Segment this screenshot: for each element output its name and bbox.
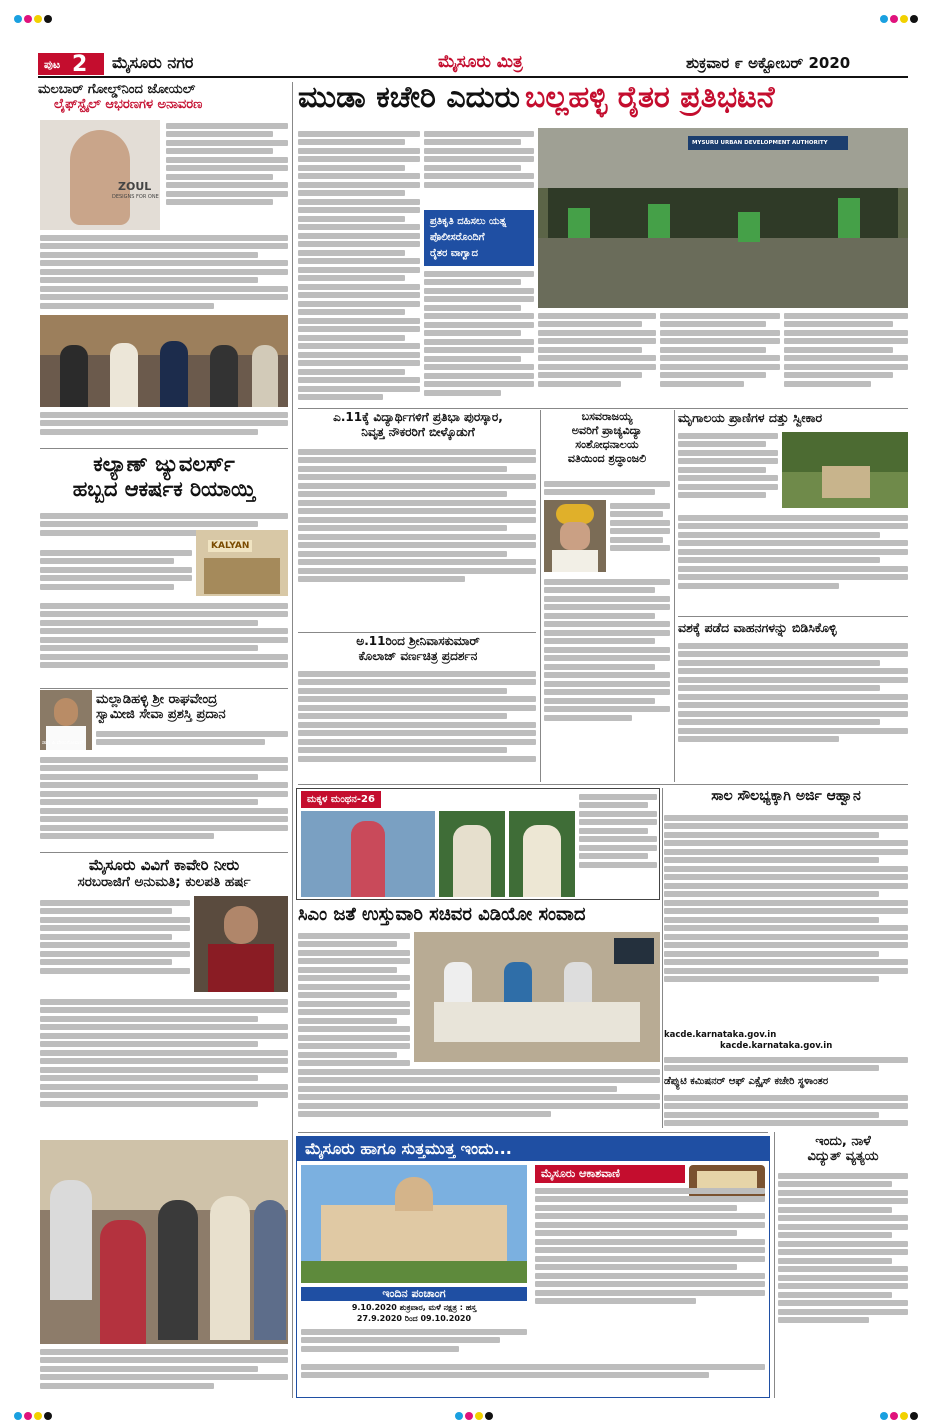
panchanga-body (301, 1326, 527, 1354)
manthana-tag: ಮಕ್ಕಳ ಮಂಥನ-26 (301, 791, 381, 808)
loan-body-2 (664, 1054, 908, 1074)
protest-subhead-box (424, 210, 534, 266)
registration-marks-bottom-left (14, 1405, 54, 1424)
uni-headline-2: ಸರಬರಾಜಿಗೆ ಅನುಮತಿ; ಕುಲಪತಿ ಹರ್ಷ (77, 874, 251, 890)
malladi-body-2 (40, 754, 288, 842)
protest-subhead-2: ಪೊಲೀಸರೊಂದಿಗೆ (430, 232, 485, 243)
page-number: 2 (72, 52, 88, 77)
malabar-headline-2: ಲೈಫ್‌ಸ್ಟೈಲ್ ಆಭರಣಗಳ ಅನಾವರಣ (54, 97, 203, 112)
green-scarf-2 (648, 204, 670, 238)
panchanga-title: ಇಂದಿನ ಪಂಚಾಂಗ (301, 1287, 527, 1301)
sslc-body (298, 446, 536, 585)
zoo-headline: ಮೃಗಾಲಯ ಪ್ರಾಣಿಗಳ ದತ್ತು ಸ್ವೀಕಾರ (678, 410, 823, 425)
uni-body-top (40, 897, 190, 976)
manthana-elder-photo-1 (439, 811, 505, 897)
manthana-child-photo (301, 811, 435, 897)
manthana-box (296, 788, 660, 900)
malabar-ad-photo (40, 120, 160, 230)
divider (40, 448, 288, 449)
power-headline-2: ವಿದ್ಯುತ್ ವ್ಯತ್ಯಯ (807, 1149, 879, 1164)
zoo-photo (782, 432, 908, 508)
uni-headline-1: ಮೈಸೂರು ವಿವಿಗೆ ಕಾವೇರಿ ನೀರು (88, 856, 240, 874)
vc-body (208, 944, 274, 992)
attendee-3 (564, 962, 592, 1002)
issue-date: ಶುಕ್ರವಾರ ೯ ಅಕ್ಟೋಬರ್ 2020 (686, 54, 851, 72)
person-a (50, 1180, 92, 1300)
attendee-1 (444, 962, 472, 1002)
manthana-body (579, 791, 657, 870)
person-b (100, 1220, 146, 1344)
vehicle-article (678, 620, 908, 636)
srinivas-body (298, 668, 536, 764)
divider (298, 632, 536, 633)
green-scarf-4 (838, 198, 860, 238)
today-banner: ಮೈಸೂರು ಹಾಗೂ ಸುತ್ತಮುತ್ತ ಇಂದು... (297, 1137, 769, 1161)
divider (678, 616, 908, 617)
kalyan-article (40, 452, 288, 502)
protest-col-5 (784, 310, 908, 389)
divider (298, 784, 908, 785)
registration-marks-top-left (14, 8, 54, 27)
store-sign: KALYAN (208, 540, 252, 552)
muda-banner: MYSURU URBAN DEVELOPMENT AUTHORITY (688, 136, 848, 150)
sslc-headline-1: ಎ.11ಕ್ಕೆ ವಿದ್ಯಾರ್ಥಿಗಳಿಗೆ ಪ್ರತಿಭಾ ಪುರಸ್ಕಾರ, (333, 410, 503, 424)
srinivas-headline-2: ಕೊಲಾಜ್ ವರ್ಣಚಿತ್ರ ಪ್ರದರ್ಶನ (358, 649, 478, 663)
person-e (254, 1200, 286, 1340)
person-2 (110, 343, 138, 407)
today-box (296, 1136, 770, 1398)
column-rule (662, 788, 663, 1128)
person-4 (210, 345, 238, 407)
child (351, 821, 385, 897)
malladi-photo-caption: ಡಾ|| ಪಿ.ವೇಣುಗೋಪಾಲ್ (42, 740, 85, 746)
power-body (778, 1170, 908, 1326)
masthead (38, 50, 908, 78)
kalyan-body (40, 600, 288, 671)
palace-photo (301, 1165, 527, 1283)
kalyan-headline-2: ಹಬ್ಬದ ಆಕರ್ಷಕ ರಿಯಾಯ್ತಿ (72, 477, 256, 501)
loan-headline: ಸಾಲ ಸೌಲಭ್ಯಕ್ಕಾಗಿ ಅರ್ಜಿ ಆಹ್ವಾನ (711, 788, 861, 804)
portrait-head (54, 698, 78, 726)
basavaraj-portrait (544, 500, 606, 572)
paper-name: ಮೈಸೂರು ಮಿತ್ರ (438, 52, 523, 72)
protest-col-3 (538, 310, 656, 389)
protest-subhead-3: ರೈತರ ವಾಗ್ವಾದ (430, 248, 478, 259)
lawn (301, 1261, 527, 1283)
section-name: ಮೈಸೂರು ನಗರ (112, 53, 194, 72)
panchanga-line-2: 27.9.2020 ರಿಂದ 09.10.2020 (356, 1314, 472, 1323)
malladi-portrait (40, 690, 92, 750)
radio-body (535, 1185, 765, 1307)
gate (822, 466, 870, 498)
crowd-row-2 (538, 238, 908, 308)
ad-brand: ZOUL (118, 180, 152, 193)
cm-meeting-photo (414, 932, 660, 1062)
vc-head (224, 906, 258, 944)
divider (40, 688, 288, 689)
screen (614, 938, 654, 964)
panchanga-line-1: 9.10.2020 ಶುಕ್ರವಾರ, ಮಳೆ ನಕ್ಷತ್ರ : ಹಸ್ತ (351, 1303, 477, 1312)
malabar-event-photo (40, 315, 288, 407)
uni-article (40, 856, 288, 890)
main-headline-black: ಮುಡಾ ಕಚೇರಿ ಎದುರು (298, 80, 520, 115)
person-3 (160, 341, 188, 407)
main-headline-red: ಬಲ್ಲಹಳ್ಳಿ ರೈತರ ಪ್ರತಿಭಟನೆ (525, 80, 775, 115)
excise-article (664, 1076, 908, 1087)
basavaraj-headline-3: ಸಂಶೋಧನಾಲಯ (575, 438, 639, 451)
basavaraj-headline-4: ವತಿಯಿಂದ ಶ್ರದ್ಧಾಂಜಲಿ (567, 452, 647, 465)
page-number-badge (38, 53, 104, 75)
malladi-article (96, 692, 288, 722)
sslc-article (298, 410, 538, 440)
column-rule (674, 410, 675, 782)
srinivas-article (298, 634, 538, 664)
coat (552, 550, 598, 572)
kalyan-store-photo (196, 530, 288, 596)
uni-photo-caption (40, 1346, 288, 1391)
basavaraj-headline-2: ಅವರಿಗೆ ಪ್ರಾಚ್ಯವಿದ್ಯಾ (571, 424, 643, 437)
malabar-body (40, 232, 288, 311)
vehicle-headline: ವಶಕ್ಕೆ ಪಡೆದ ವಾಹನಗಳನ್ನು ಬಿಡಿಸಿಕೊಳ್ಳಿ (678, 620, 837, 635)
zoo-body (678, 512, 908, 591)
cm-body-col-1 (298, 930, 410, 1077)
face (560, 522, 590, 550)
kalyan-headline-1: ಕಲ್ಯಾಣ್ ಜ್ಯುವಲರ್ಸ್ (93, 452, 235, 476)
green-scarf-1 (568, 208, 590, 238)
store-front (204, 558, 280, 594)
loan-website-2[interactable]: kacde.karnataka.gov.in (720, 1041, 833, 1051)
palace-body (321, 1205, 507, 1261)
protest-subhead-1: ಪ್ರತಿಕೃತಿ ದಹಿಸಲು ಯತ್ನ (430, 216, 507, 227)
power-article (778, 1134, 908, 1164)
radio-title: ಮೈಸೂರು ಆಕಾಶವಾಣಿ (535, 1165, 685, 1183)
palace-dome (395, 1177, 433, 1211)
ad-small: DESIGNS FOR ONE (112, 194, 159, 200)
person-5 (252, 345, 278, 407)
malabar-photo-caption (40, 409, 288, 437)
attendee-2 (504, 962, 532, 1002)
column-rule (774, 1132, 775, 1398)
loan-article (664, 788, 908, 804)
sslc-headline-2: ನಿವೃತ್ತ ನೌಕರರಿಗೆ ಬೀಳ್ಕೊಡುಗೆ (361, 425, 475, 439)
power-headline-1: ಇಂದು, ನಾಳೆ (815, 1134, 871, 1149)
excise-headline: ಡೆಪ್ಯುಟಿ ಕಮಿಷನರ್ ಆಫ್ ಎಕ್ಸೈಸ್ ಕಚೇರಿ ಸ್ಥಳಾಂತರ (664, 1076, 829, 1087)
cm-body-col-2 (298, 1066, 660, 1120)
person-c (158, 1200, 198, 1340)
divider (40, 852, 288, 853)
meeting-table (434, 1002, 640, 1042)
vehicle-body (678, 640, 908, 745)
loan-body (664, 812, 908, 985)
excise-body (664, 1092, 908, 1129)
today-footer (301, 1361, 765, 1381)
malladi-headline-1: ಮಲ್ಲಾಡಿಹಳ್ಳಿ ಶ್ರೀ ರಾಘವೇಂದ್ರ (96, 692, 218, 707)
portrait-body (46, 726, 86, 750)
protest-col-2b (424, 268, 534, 398)
loan-website-1[interactable]: kacde.karnataka.gov.in (664, 1030, 777, 1040)
protest-photo (538, 128, 908, 308)
registration-marks-bottom-right (880, 1405, 920, 1424)
basavaraj-body-top (544, 478, 670, 498)
zoo-body-left (678, 430, 778, 501)
kalyan-body-col (40, 547, 192, 592)
green-scarf-3 (738, 212, 760, 242)
basavaraj-body (544, 576, 670, 723)
srinivas-headline-1: ಅ.11ರಿಂದ ಶ್ರೀನಿವಾಸಕುಮಾರ್ (356, 634, 480, 648)
protest-col-1 (298, 128, 420, 403)
divider (298, 1132, 768, 1133)
main-headline (298, 80, 908, 128)
protest-col-4 (660, 310, 780, 389)
turban (556, 504, 594, 524)
cm-headline: ಸಿಎಂ ಜತೆ ಉಸ್ತುವಾರಿ ಸಚಿವರ ವಿಡಿಯೋ ಸಂವಾದ (298, 904, 586, 925)
malladi-body (96, 728, 288, 748)
column-rule (540, 410, 541, 782)
registration-marks-bottom-center (455, 1405, 495, 1424)
divider (298, 408, 908, 409)
elder-2 (523, 825, 561, 897)
elder-1 (453, 825, 491, 897)
page-label: ಪುಟ (44, 58, 61, 71)
uni-event-photo (40, 1140, 288, 1344)
uni-body (40, 996, 288, 1109)
registration-marks-top-right (880, 8, 920, 27)
manthana-elder-photo-2 (509, 811, 575, 897)
zoo-article (678, 410, 908, 426)
malladi-headline-2: ಸ್ವಾಮೀಜಿ ಸೇವಾ ಪ್ರಶಸ್ತಿ ಪ್ರದಾನ (96, 707, 226, 722)
model-face (70, 130, 130, 225)
cm-article (298, 904, 660, 925)
basavaraj-article (544, 410, 670, 466)
malabar-body-right (166, 120, 288, 208)
person-1 (60, 345, 88, 407)
column-rule (292, 82, 293, 1398)
basavaraj-headline-1: ಬಸವರಾಜಯ್ಯ (581, 410, 633, 423)
person-d (210, 1196, 250, 1340)
protest-col-2 (424, 128, 534, 190)
malabar-headline-1: ಮಲಬಾರ್ ಗೋಲ್ಡ್‌ನಿಂದ ಜೋಯಲ್ (38, 82, 196, 97)
vice-chancellor-photo (194, 896, 288, 992)
basavaraj-body-side (610, 500, 670, 554)
malabar-article (38, 82, 288, 112)
